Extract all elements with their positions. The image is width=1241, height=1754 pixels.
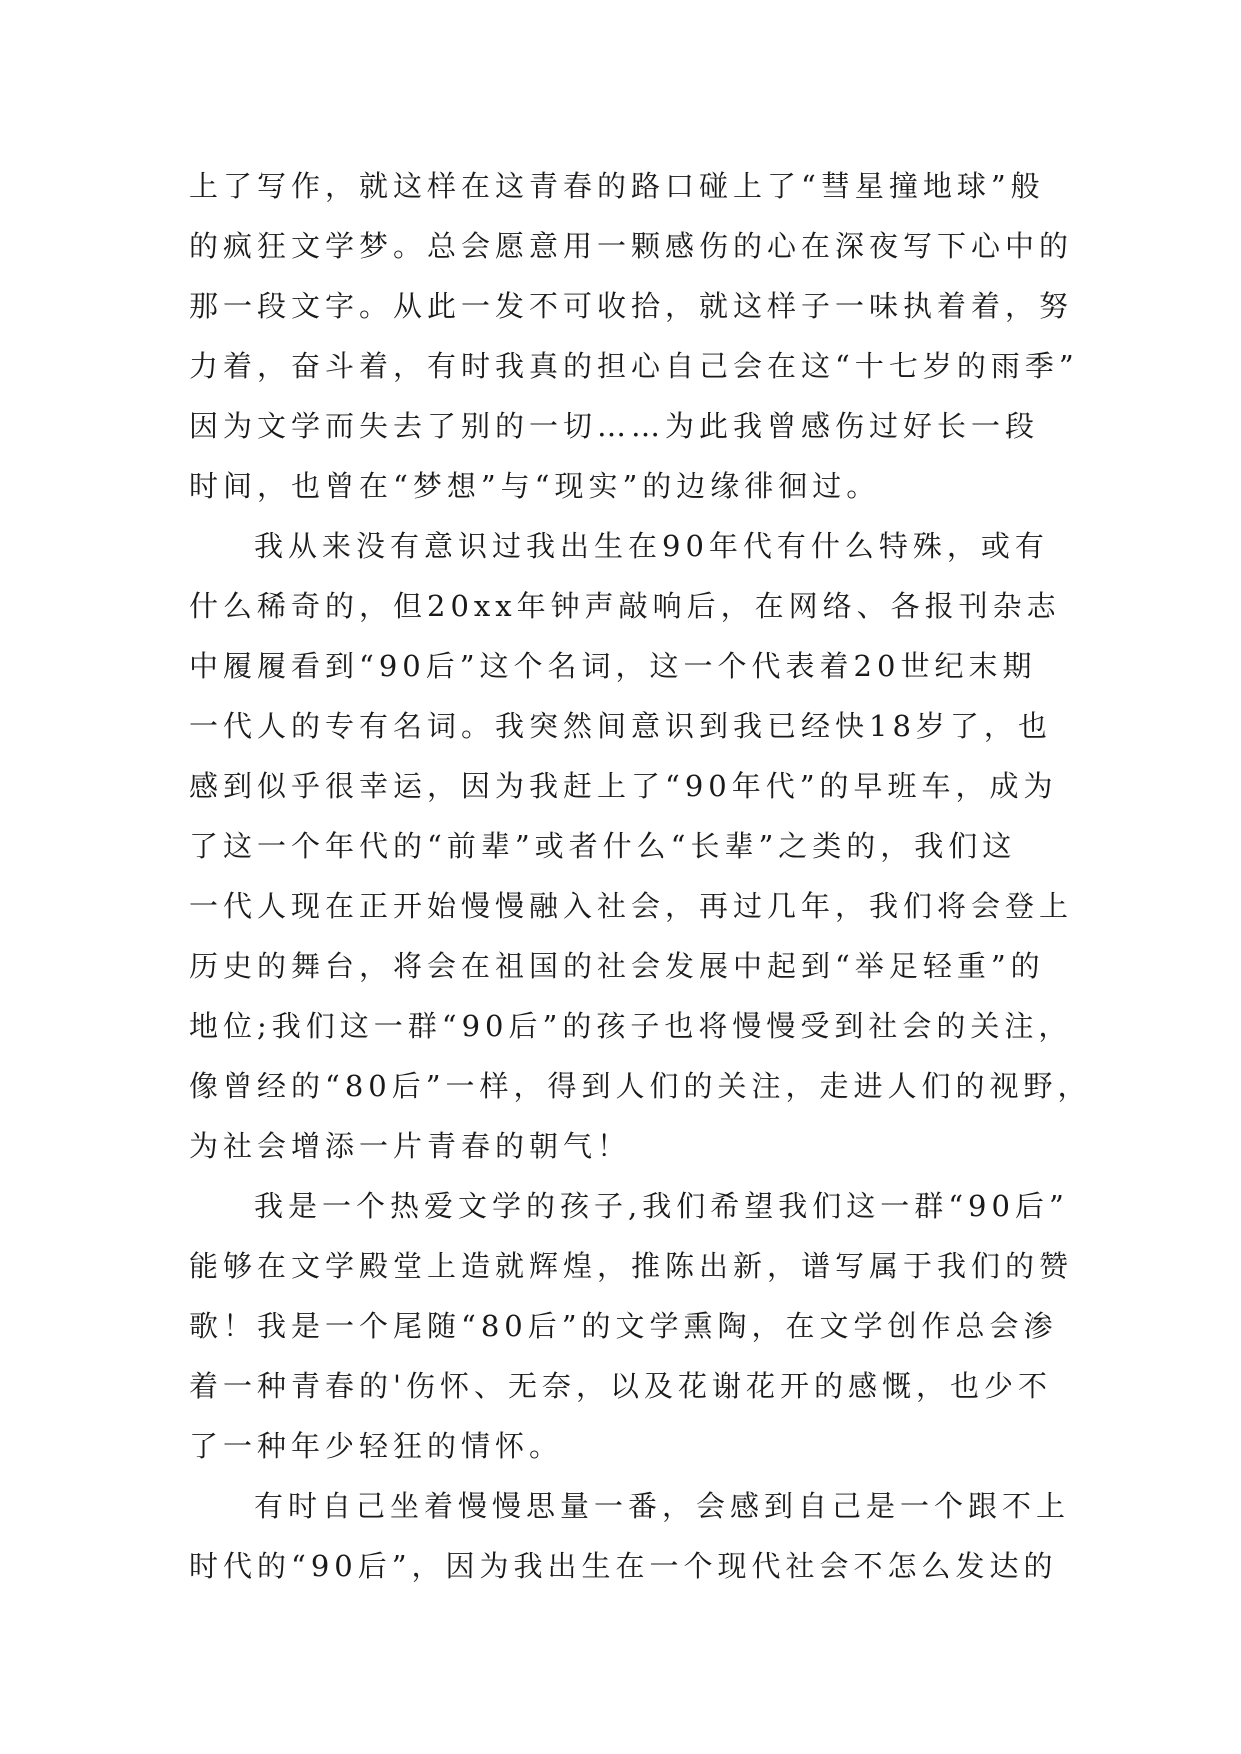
text-line: 着一种青春的'伤怀、无奈，以及花谢花开的感慨，也少不 [189,1369,1052,1403]
text-line: 能够在文学殿堂上造就辉煌，推陈出新，谱写属于我们的赞 [189,1249,1074,1283]
text-line: 因为文学而失去了别的一切……为此我曾感伤过好长一段 [189,409,1040,443]
text-line: 一代人的专有名词。我突然间意识到我已经快18岁了，也 [189,709,1052,743]
paragraph-first-line: 有时自己坐着慢慢思量一番，会感到自己是一个跟不上 [254,1489,1071,1523]
text-line: 时间，也曾在“梦想”与“现实”的边缘徘徊过。 [189,469,881,503]
paragraph-first-line: 我是一个热爱文学的孩子,我们希望我们这一群“90后” [254,1189,1069,1223]
text-line: 为社会增添一片青春的朝气！ [189,1129,632,1163]
text-line: 歌！我是一个尾随“80后”的文学熏陶，在文学创作总会渗 [189,1309,1058,1343]
text-line: 上了写作，就这样在这青春的路口碰上了“彗星撞地球”般 [189,169,1045,203]
text-line: 一代人现在正开始慢慢融入社会，再过几年，我们将会登上 [189,889,1074,923]
text-line: 那一段文字。从此一发不可收拾，就这样子一味执着着，努 [189,289,1074,323]
text-line: 像曾经的“80后”一样，得到人们的关注，走进人们的视野， [189,1069,1092,1103]
text-line: 什么稀奇的，但20xx年钟声敲响后，在网络、各报刊杂志 [189,589,1061,623]
text-line: 历史的舞台，将会在祖国的社会发展中起到“举足轻重”的 [189,949,1045,983]
text-line: 的疯狂文学梦。总会愿意用一颗感伤的心在深夜写下心中的 [189,229,1074,263]
paragraph-first-line: 我从来没有意识过我出生在90年代有什么特殊，或有 [254,529,1049,563]
text-line: 感到似乎很幸运，因为我赶上了“90年代”的早班车，成为 [189,769,1058,803]
text-line: 了这一个年代的“前辈”或者什么“长辈”之类的，我们这 [189,829,1017,863]
text-line: 力着，奋斗着，有时我真的担心自己会在这“十七岁的雨季” [189,349,1079,383]
text-line: 地位;我们这一群“90后”的孩子也将慢慢受到社会的关注， [189,1009,1073,1043]
text-line: 中履履看到“90后”这个名词，这一个代表着20世纪末期 [189,649,1037,683]
text-line: 了一种年少轻狂的情怀。 [189,1429,564,1463]
text-line: 时代的“90后”，因为我出生在一个现代社会不怎么发达的 [189,1549,1058,1583]
